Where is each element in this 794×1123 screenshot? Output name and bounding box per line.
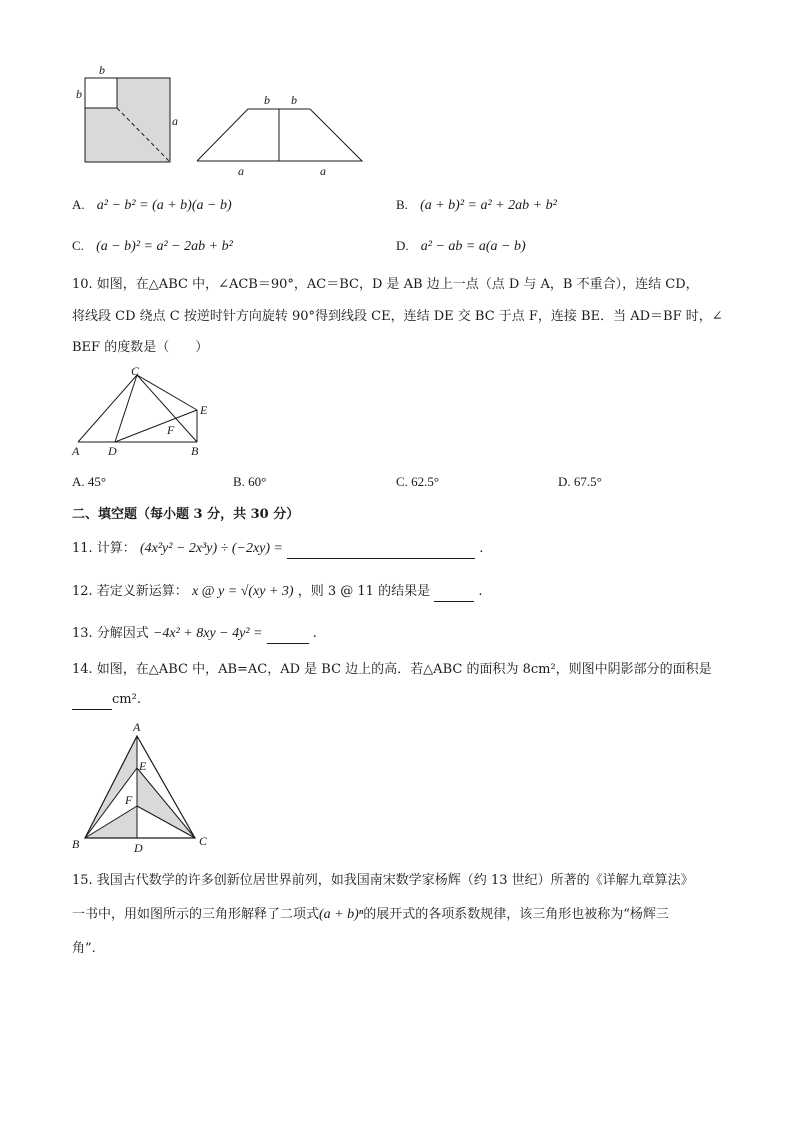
q14-figure (80, 728, 220, 848)
q14-label-d: D (134, 841, 143, 855)
q10-label-a: A (72, 444, 80, 458)
q14-answer-blank[interactable] (72, 691, 112, 710)
option-d[interactable]: D. a² − ab = a(a − b) (396, 238, 526, 254)
q14-label-a: A (133, 720, 141, 734)
q14-label-f: F (125, 793, 133, 807)
q14-line-2: cm². (72, 691, 141, 710)
q12-answer-blank[interactable] (434, 583, 474, 602)
trapezoid-label-b1: b (264, 93, 270, 107)
q11-expression: (4x²y² − 2x³y) ÷ (−2xy) = (139, 541, 284, 556)
square-label-b-left: b (76, 87, 82, 101)
q14-label-b: B (72, 837, 80, 851)
option-a-formula: a² − b² = (a + b)(a − b) (96, 198, 232, 213)
square-label-a-right: a (172, 114, 178, 128)
trapezoid-figure (196, 104, 376, 174)
trapezoid-label-b2: b (291, 93, 297, 107)
q10-label-e: E (200, 403, 208, 417)
q10-line-3: BEF 的度数是（ ） (72, 340, 209, 355)
q10-line-1: 10. 如图，在△ABC 中，∠ACB＝90°，AC＝BC，D 是 AB 边上一点（点 D 与 A，B 不重合），连结 CD， (72, 277, 699, 292)
q15-line-1: 15. 我国古代数学的许多创新位居世界前列，如我国南宋数学家杨辉（约 13 世纪）所著的《详解九章算法》 (72, 873, 694, 888)
option-a[interactable]: A. a² − b² = (a + b)(a − b) (72, 197, 232, 213)
trapezoid-label-a2: a (320, 164, 326, 178)
q10-option-c[interactable]: C. 62.5° (396, 474, 440, 489)
option-c[interactable]: C. (a − b)² = a² − 2ab + b² (72, 238, 233, 254)
q14-label-e: E (139, 759, 147, 773)
q10-label-c: C (131, 364, 140, 378)
q14-label-c: C (199, 834, 208, 848)
option-d-formula: a² − ab = a(a − b) (420, 239, 526, 254)
q13-answer-blank[interactable] (267, 625, 309, 644)
q15-binomial: (a + b)ⁿ (319, 907, 364, 922)
q12-expression: x @ y = √(xy + 3) (191, 584, 294, 599)
q15-line-3: 角”. (72, 941, 96, 956)
section-2-title: 二、填空题（每小题 3 分，共 30 分） (72, 507, 300, 522)
option-b[interactable]: B. (a + b)² = a² + 2ab + b² (396, 197, 557, 213)
trapezoid-label-a1: a (238, 164, 244, 178)
question-12: 12. 若定义新运算： x @ y = √(xy + 3) ，则 3 @ 11 的结果是 . (72, 583, 483, 602)
q10-option-a[interactable]: A. 45° (72, 474, 107, 489)
q10-label-f: F (167, 423, 175, 437)
q10-option-d[interactable]: D. 67.5° (558, 474, 602, 489)
q15-line-2: 一书中，用如图所示的三角形解释了二项式(a + b)ⁿ的展开式的各项系数规律，该三角形也被称为“杨辉三 (72, 907, 669, 922)
square-label-b-top: b (99, 63, 105, 77)
q10-label-b: B (191, 444, 199, 458)
q14-line-1: 14. 如图，在△ABC 中，AB=AC，AD 是 BC 边上的高．若△ABC 的面积为 8cm²，则图中阴影部分的面积是 (72, 662, 712, 677)
q11-answer-blank[interactable] (287, 540, 475, 559)
question-13: 13. 分解因式 −4x² + 8xy − 4y² = . (72, 625, 317, 644)
q10-figure (78, 370, 218, 450)
q13-expression: −4x² + 8xy − 4y² = (152, 626, 263, 641)
question-11: 11. 计算： (4x²y² − 2x³y) ÷ (−2xy) = . (72, 540, 483, 559)
q10-option-b[interactable]: B. 60° (233, 474, 267, 489)
option-c-formula: (a − b)² = a² − 2ab + b² (96, 239, 233, 254)
option-b-formula: (a + b)² = a² + 2ab + b² (420, 198, 557, 213)
q10-line-2: 将线段 CD 绕点 C 按逆时针方向旋转 90°得到线段 CE，连结 DE 交 BC 于点 F，连接 BE．当 AD＝BF 时，∠ (72, 309, 723, 324)
q10-label-d: D (108, 444, 117, 458)
